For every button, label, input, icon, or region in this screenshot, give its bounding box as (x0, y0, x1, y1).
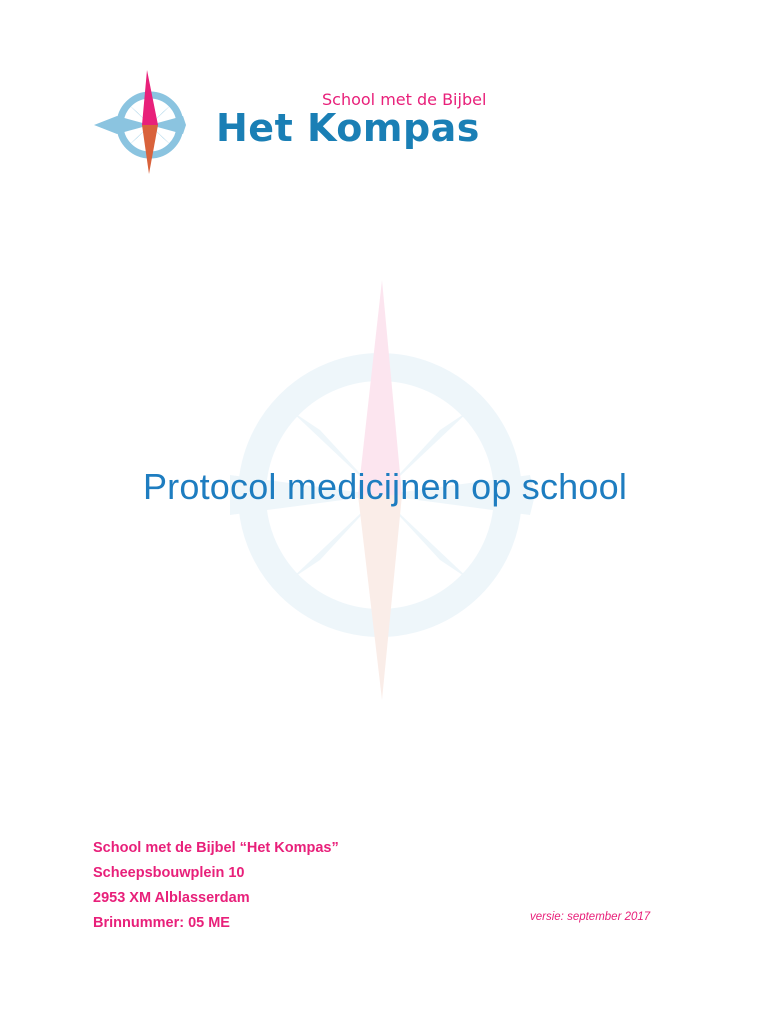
address-city: 2953 XM Alblasserdam (93, 890, 250, 906)
compass-rose-icon (90, 68, 220, 178)
logo-school-name: Het Kompas (216, 106, 480, 150)
document-title: Protocol medicijnen op school (142, 466, 628, 507)
logo-subtitle: School met de Bijbel (322, 90, 487, 109)
school-logo (90, 68, 510, 178)
school-address (93, 836, 339, 936)
address-street: Scheepsbouwplein 10 (93, 865, 245, 881)
address-school-name: School met de Bijbel “Het Kompas” (93, 840, 339, 856)
document-version: versie: september 2017 (530, 911, 651, 923)
address-brin-number: Brinnummer: 05 ME (93, 915, 230, 931)
